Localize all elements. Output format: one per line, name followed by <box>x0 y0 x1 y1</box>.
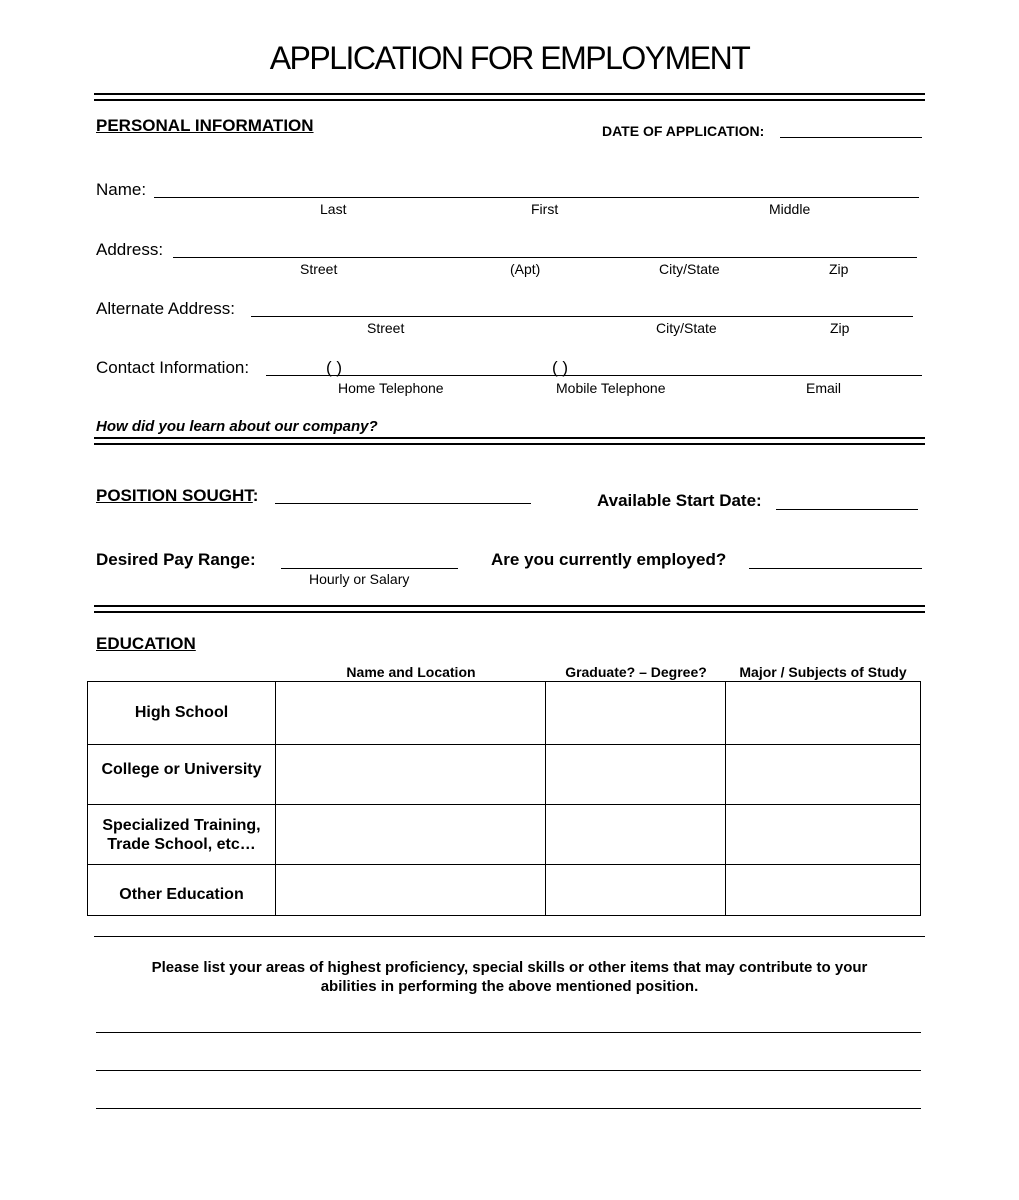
currently-employed-field[interactable] <box>749 568 922 569</box>
table-row-divider <box>87 804 921 805</box>
divider <box>94 611 925 613</box>
alt-address-field[interactable] <box>251 316 913 317</box>
row-label-other-education: Other Education <box>119 886 244 903</box>
position-sought-field[interactable] <box>275 503 531 504</box>
column-header-major: Major / Subjects of Study <box>739 664 907 680</box>
page-title: APPLICATION FOR EMPLOYMENT <box>269 40 750 76</box>
address-sub-city-state: City/State <box>659 261 720 277</box>
available-start-date-label: Available Start Date: <box>597 491 762 510</box>
row-label-high-school: High School <box>134 704 229 721</box>
table-column-divider <box>545 681 546 916</box>
divider <box>94 93 925 95</box>
row-label-specialized-training: Specialized Training, Trade School, etc… <box>102 817 261 853</box>
skills-line-2[interactable] <box>96 1070 921 1071</box>
position-sought-colon: : <box>252 486 259 505</box>
divider <box>94 443 925 445</box>
high-school-name-location-cell[interactable] <box>277 683 544 743</box>
row-label-college: College or University <box>101 761 262 778</box>
table-row-divider <box>87 864 921 865</box>
contact-sub-mobile-telephone: Mobile Telephone <box>556 380 666 396</box>
college-major-cell[interactable] <box>727 746 919 803</box>
alt-address-sub-city-state: City/State <box>656 320 717 336</box>
currently-employed-label: Are you currently employed? <box>491 550 727 569</box>
desired-pay-range-label: Desired Pay Range: <box>96 550 256 569</box>
other-name-location-cell[interactable] <box>277 866 544 914</box>
skills-line-3[interactable] <box>96 1108 921 1109</box>
divider <box>94 437 925 439</box>
contact-sub-email: Email <box>806 380 842 396</box>
name-field[interactable] <box>154 197 919 198</box>
name-sub-last: Last <box>320 201 347 217</box>
college-degree-cell[interactable] <box>547 746 724 803</box>
name-label: Name: <box>96 180 147 199</box>
address-label: Address: <box>96 240 164 259</box>
table-column-divider <box>275 681 276 916</box>
alt-address-label: Alternate Address: <box>96 299 235 318</box>
name-sub-middle: Middle <box>769 201 811 217</box>
divider <box>94 605 925 607</box>
training-major-cell[interactable] <box>727 806 919 863</box>
address-sub-street: Street <box>300 261 338 277</box>
address-sub-zip: Zip <box>829 261 849 277</box>
learn-about-company-label: How did you learn about our company? <box>96 418 378 435</box>
training-name-location-cell[interactable] <box>277 806 544 863</box>
contact-label: Contact Information: <box>96 358 250 377</box>
available-start-date-field[interactable] <box>776 509 918 510</box>
skills-line-1[interactable] <box>96 1032 921 1033</box>
table-column-divider <box>725 681 726 916</box>
college-name-location-cell[interactable] <box>277 746 544 803</box>
skills-prompt-line-1: Please list your areas of highest proficiency, special skills or other items that may contribute to your <box>151 959 868 976</box>
section-heading-personal: PERSONAL INFORMATION <box>96 116 314 135</box>
position-sought-heading: POSITION SOUGHT <box>96 486 253 505</box>
address-sub-apt: (Apt) <box>510 261 541 277</box>
divider <box>94 936 925 937</box>
other-major-cell[interactable] <box>727 866 919 914</box>
contact-sub-home-telephone: Home Telephone <box>338 380 444 396</box>
skills-prompt-line-2: abilities in performing the above mentioned position. <box>320 978 699 995</box>
other-degree-cell[interactable] <box>547 866 724 914</box>
pay-sub-hourly-or-salary: Hourly or Salary <box>309 571 410 587</box>
contact-field[interactable] <box>266 375 922 376</box>
column-header-name-location: Name and Location <box>346 664 476 680</box>
divider <box>94 99 925 101</box>
date-of-application-field[interactable] <box>780 137 922 138</box>
section-heading-education: EDUCATION <box>96 634 196 653</box>
name-sub-first: First <box>531 201 559 217</box>
alt-address-sub-zip: Zip <box>830 320 850 336</box>
high-school-major-cell[interactable] <box>727 683 919 743</box>
position-sought-label <box>96 486 258 506</box>
desired-pay-range-field[interactable] <box>281 568 458 569</box>
column-header-graduate-degree: Graduate? – Degree? <box>565 664 707 680</box>
date-of-application-label: DATE OF APPLICATION: <box>602 123 765 139</box>
home-area-code-paren: ( ) <box>326 358 343 377</box>
training-degree-cell[interactable] <box>547 806 724 863</box>
high-school-degree-cell[interactable] <box>547 683 724 743</box>
mobile-area-code-paren: ( ) <box>552 358 569 377</box>
address-field[interactable] <box>173 257 917 258</box>
alt-address-sub-street: Street <box>367 320 405 336</box>
table-row-divider <box>87 744 921 745</box>
